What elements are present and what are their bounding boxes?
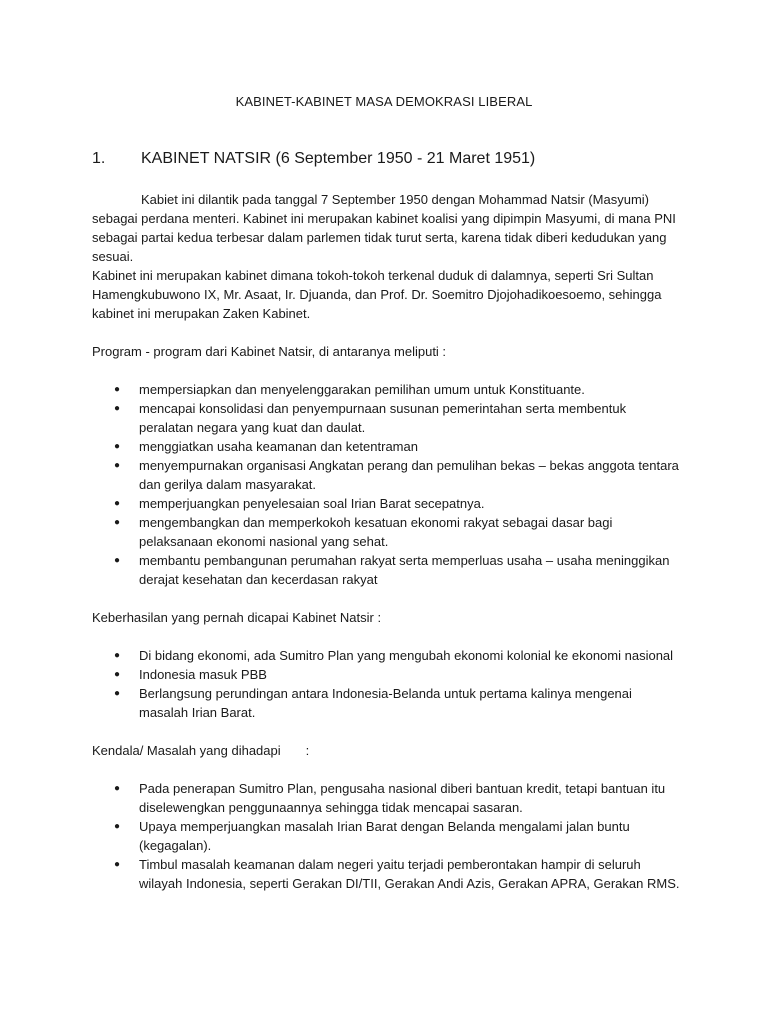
- problems-list: [92, 779, 682, 893]
- section-heading-text: KABINET NATSIR (6 September 1950 - 21 Maret 1951): [141, 150, 536, 167]
- intro-paragraph-2: Kabinet ini merupakan kabinet dimana tokoh-tokoh terkenal duduk di dalamnya, seperti Sri Sultan Hamengkubuwono IX, Mr. Asaat, Ir. Djuanda, dan Prof. Dr. Soemitro Djojohadikoesoemo, sehingga kabinet ini merupakan Zaken Kabinet.: [92, 268, 662, 321]
- list-item-text: mengembangkan dan memperkokoh kesatuan ekonomi rakyat sebagai dasar bagi pelaksanaan ekonomi nasional yang sehat.: [139, 515, 613, 549]
- bullet-icon: ●: [114, 859, 121, 870]
- program-heading: Program - program dari Kabinet Natsir, di antaranya meliputi :: [92, 344, 447, 359]
- bullet-icon: ●: [114, 441, 121, 452]
- list-item: [92, 437, 682, 456]
- list-item: [92, 855, 682, 893]
- bullet-icon: ●: [114, 403, 121, 414]
- list-item-text: menyempurnakan organisasi Angkatan perang dan pemulihan bekas – bekas anggota tentara dan gerilya dalam masyarakat.: [139, 458, 679, 492]
- list-item: [92, 551, 682, 589]
- bullet-icon: ●: [114, 783, 121, 794]
- list-item: [92, 494, 682, 513]
- problems-heading: [92, 741, 682, 760]
- list-item: [92, 399, 682, 437]
- bullet-icon: ●: [114, 669, 121, 680]
- bullet-icon: ●: [114, 498, 121, 509]
- list-item-text: mencapai konsolidasi dan penyempurnaan susunan pemerintahan serta membentuk peralatan negara yang kuat dan daulat.: [139, 401, 627, 435]
- program-list: [92, 380, 682, 589]
- bullet-icon: ●: [114, 688, 121, 699]
- bullet-icon: ●: [114, 517, 121, 528]
- problems-heading-colon: :: [305, 743, 310, 758]
- list-item: [92, 513, 682, 551]
- list-item-text: Pada penerapan Sumitro Plan, pengusaha nasional diberi bantuan kredit, tetapi bantuan itu diselewengkan penggunaannya sehingga tidak mencapai sasaran.: [139, 781, 666, 815]
- intro-paragraph-1: Kabiet ini dilantik pada tanggal 7 September 1950 dengan Mohammad Natsir (Masyumi) sebagai perdana menteri. Kabinet ini merupakan kabinet koalisi yang dipimpin Masyumi, di mana PNI sebagai partai kedua terbesar dalam parlemen tidak turut serta, karena tidak diberi kedudukan yang sesuai.: [92, 192, 676, 264]
- section-number: 1.: [92, 150, 106, 167]
- success-list: [92, 646, 682, 722]
- list-item: [92, 817, 682, 855]
- document-title: KABINET-KABINET MASA DEMOKRASI LIBERAL: [235, 94, 533, 109]
- list-item-text: menggiatkan usaha keamanan dan ketentraman: [139, 439, 418, 454]
- bullet-icon: ●: [114, 460, 121, 471]
- list-item: [92, 684, 682, 722]
- list-item: [92, 380, 682, 399]
- list-item-text: Indonesia masuk PBB: [139, 667, 267, 682]
- section-heading: [92, 150, 535, 168]
- bullet-icon: ●: [114, 384, 121, 395]
- list-item: [92, 779, 682, 817]
- list-item-text: Berlangsung perundingan antara Indonesia-Belanda untuk pertama kalinya mengenai masalah Irian Barat.: [139, 686, 632, 720]
- list-item-text: Timbul masalah keamanan dalam negeri yaitu terjadi pemberontakan hampir di seluruh wilayah Indonesia, seperti Gerakan DI/TII, Gerakan Andi Azis, Gerakan APRA, Gerakan RMS.: [139, 857, 680, 891]
- list-item-text: memperjuangkan penyelesaian soal Irian Barat secepatnya.: [139, 496, 485, 511]
- list-item-text: membantu pembangunan perumahan rakyat serta memperluas usaha – usaha meninggikan derajat kesehatan dan kecerdasan rakyat: [139, 553, 670, 587]
- problems-heading-text: Kendala/ Masalah yang dihadapi: [92, 743, 281, 758]
- success-heading: Keberhasilan yang pernah dicapai Kabinet Natsir :: [92, 610, 382, 625]
- bullet-icon: ●: [114, 650, 121, 661]
- list-item: [92, 456, 682, 494]
- list-item: [92, 646, 682, 665]
- document-body: [92, 190, 682, 893]
- list-item-text: mempersiapkan dan menyelenggarakan pemilihan umum untuk Konstituante.: [139, 382, 585, 397]
- list-item: [92, 665, 682, 684]
- bullet-icon: ●: [114, 821, 121, 832]
- list-item-text: Upaya memperjuangkan masalah Irian Barat dengan Belanda mengalami jalan buntu (kegagalan).: [139, 819, 630, 853]
- bullet-icon: ●: [114, 555, 121, 566]
- list-item-text: Di bidang ekonomi, ada Sumitro Plan yang mengubah ekonomi kolonial ke ekonomi nasional: [139, 648, 674, 663]
